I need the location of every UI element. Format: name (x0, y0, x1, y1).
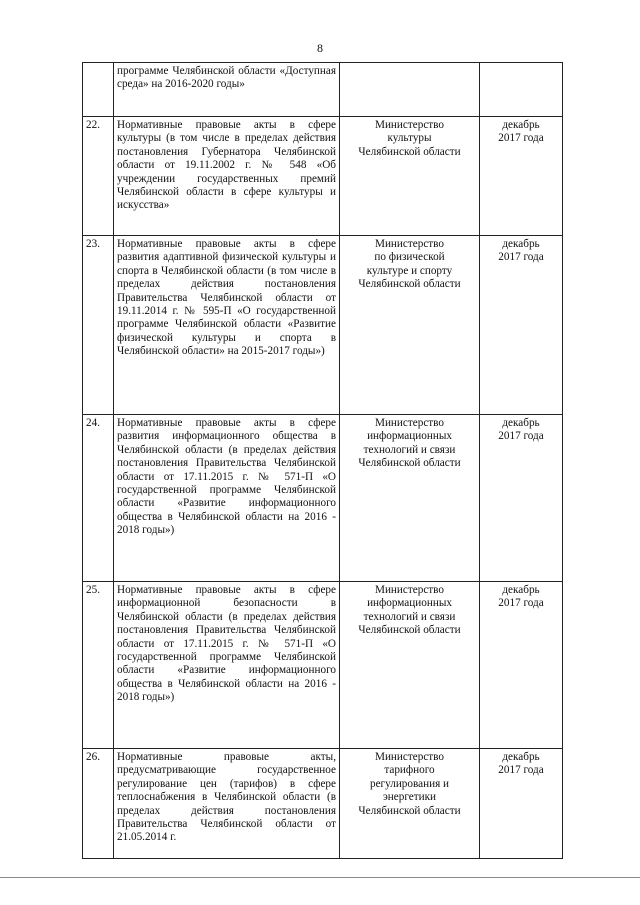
row-description (114, 415, 340, 582)
row-description-text: Нормативные правовые акты в сфере развития информационного общества в Челябинской области (в пределах действия постановления Правительства Челябинской области от 17.11.2015 г. № 571-П «О государственной программе Челябинской области «Развитие информационного общества в Челябинской области на 2016 - 2018 годы») (117, 417, 336, 537)
deadline-line: 2017 года (498, 597, 544, 610)
row-description (114, 582, 340, 749)
deadline-line: 2017 года (498, 764, 544, 777)
table-body (83, 63, 563, 859)
responsible-line: Челябинской области (358, 278, 461, 291)
row-description-text: Нормативные правовые акты, предусматривающие государственное регулирование цен (тарифов) в сфере теплоснабжения в Челябинской области (в пределах действия постановления Правительства Челябинской области от 21.05.2014 г. (117, 751, 336, 844)
responsible-line: информационных (367, 430, 452, 443)
responsible-line: технологий и связи (363, 610, 456, 623)
responsible-line: Министерство (375, 417, 444, 429)
responsible-line: Министерство (375, 119, 444, 131)
table-row (83, 749, 563, 859)
deadline-line: декабрь (502, 417, 540, 429)
row-description (114, 236, 340, 415)
responsible-line: культуре и спорту (366, 264, 453, 277)
row-deadline (480, 236, 563, 415)
responsible-line: Челябинской области (358, 624, 461, 637)
responsible-line: энергетики (382, 791, 437, 804)
table-row (83, 236, 563, 415)
row-responsible (340, 236, 480, 415)
row-number: 22. (83, 117, 114, 236)
row-responsible (340, 415, 480, 582)
responsible-line: культуры (387, 132, 432, 145)
deadline-line: декабрь (502, 119, 540, 131)
responsible-line: по физической (374, 251, 445, 264)
row-description (114, 63, 340, 117)
row-responsible (340, 749, 480, 859)
row-number: 26. (83, 749, 114, 859)
responsible-line: Челябинской области (358, 145, 461, 158)
responsible-line: Министерство (375, 751, 444, 763)
deadline-line: 2017 года (498, 430, 544, 443)
page-number: 8 (317, 41, 323, 55)
row-responsible (340, 582, 480, 749)
page-bottom-rule (0, 877, 640, 878)
row-deadline (480, 582, 563, 749)
deadline-line: декабрь (502, 584, 540, 596)
responsible-line: регулирования и (369, 777, 449, 790)
row-deadline (480, 63, 563, 117)
row-description-text: Нормативные правовые акты в сфере информационной безопасности в Челябинской области (в пределах действия постановления Правительства Челябинской области от 17.11.2015 г. № 571-П «О государственной программе Челябинской области «Развитие информационного общества в Челябинской области на 2016 - 2018 годы») (117, 584, 336, 704)
deadline-line: декабрь (502, 238, 540, 250)
responsible-line: Челябинской области (358, 804, 461, 817)
responsible-line: информационных (367, 597, 452, 610)
deadline-line: 2017 года (498, 251, 544, 264)
row-responsible (340, 63, 480, 117)
responsible-line: тарифного (384, 764, 435, 777)
row-number: 24. (83, 415, 114, 582)
row-description-text: программе Челябинской области «Доступная среда» на 2016-2020 годы» (117, 65, 336, 91)
table-row (83, 63, 563, 117)
row-description (114, 749, 340, 859)
deadline-line: 2017 года (498, 132, 544, 145)
row-description-text: Нормативные правовые акты в сфере развития адаптивной физической культуры и спорта в Челябинской области (в том числе в пределах действия постановления Правительства Челябинской области от 19.11.2014 г. № 595-П «О государственной программе Челябинской области «Развитие физической культуры и спорта в Челябинской области» на 2015-2017 годы») (117, 238, 336, 358)
responsible-line: Министерство (375, 238, 444, 250)
table-row (83, 582, 563, 749)
row-description-text: Нормативные правовые акты в сфере культуры (в том числе в пределах действия постановления Губернатора Челябинской области от 19.11.2002 г. № 548 «Об учреждении государственных премий Челябинской области в сфере культуры и искусства» (117, 119, 336, 212)
row-deadline (480, 415, 563, 582)
responsible-line: Челябинской области (358, 457, 461, 470)
responsible-line: технологий и связи (363, 443, 456, 456)
table-row (83, 415, 563, 582)
row-number: 23. (83, 236, 114, 415)
row-responsible (340, 117, 480, 236)
row-number (83, 63, 114, 117)
row-deadline (480, 749, 563, 859)
row-deadline (480, 117, 563, 236)
row-number: 25. (83, 582, 114, 749)
responsible-line: Министерство (375, 584, 444, 596)
table-row (83, 117, 563, 236)
legal-acts-table (82, 62, 563, 859)
deadline-line: декабрь (502, 751, 540, 763)
row-description (114, 117, 340, 236)
